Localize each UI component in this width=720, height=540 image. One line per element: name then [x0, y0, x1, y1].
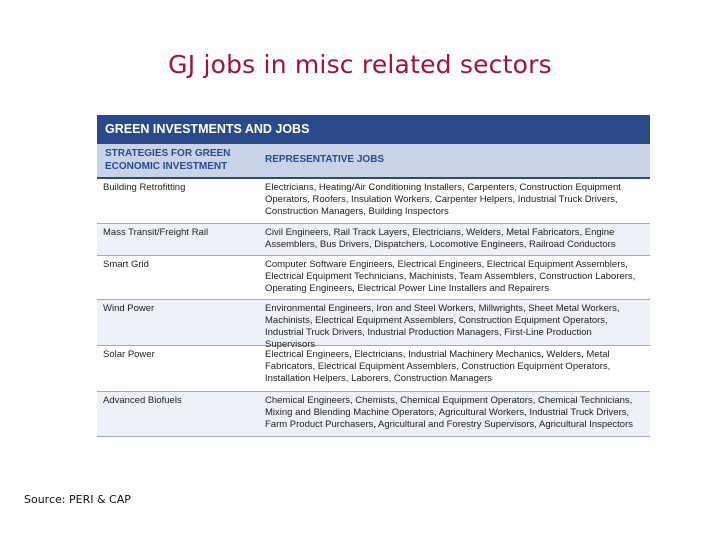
strategy-cell: Building Retrofitting [103, 182, 186, 193]
slide-title: GJ jobs in misc related sectors [168, 50, 552, 79]
green-jobs-table [97, 115, 650, 437]
jobs-cell: Chemical Engineers, Chemists, Chemical Equipment Operators, Chemical Technicians, Mixing and Blending Machine Operators, Agricultural Workers, Industrial Truck Drivers, Farm Product Purchasers, Agricultural and Forestry Supervisors, Agricultural Inspectors [265, 395, 634, 430]
jobs-cell: Environmental Engineers, Iron and Steel Workers, Millwrights, Sheet Metal Workers, Machinists, Electrical Equipment Assemblers, Construction Equipment Operators, Industrial Truck Drivers, Industrial Production Managers, First-Line Production Supervisors [265, 303, 620, 350]
jobs-cell: Electrical Engineers, Electricians, Industrial Machinery Mechanics, Welders, Metal Fabricators, Electrical Equipment Assemblers, Construction Equipment Operators, Installation Helpers, Laborers, Construction Managers [265, 349, 611, 384]
table-row [97, 224, 650, 256]
table-title: GREEN INVESTMENTS AND JOBS [97, 115, 650, 144]
source-note: Source: PERI & CAP [24, 493, 131, 506]
table-row [97, 346, 650, 392]
strategy-cell: Smart Grid [103, 259, 149, 270]
jobs-column-header: REPRESENTATIVE JOBS [265, 154, 385, 165]
table-row [97, 179, 650, 224]
table-row [97, 392, 650, 437]
strategy-cell: Wind Power [103, 303, 155, 314]
jobs-cell: Computer Software Engineers, Electrical Engineers, Electrical Equipment Assemblers, Electrical Equipment Technicians, Machinists, Team Assemblers, Construction Laborers, Operating Engineers, Electrical Power Line Installers and Repairers [265, 259, 636, 294]
strategy-cell: Solar Power [103, 349, 155, 360]
jobs-cell: Electricians, Heating/Air Conditioning Installers, Carpenters, Construction Equipment Operators, Roofers, Insulation Workers, Carpenter Helpers, Industrial Truck Drivers, Construction Managers, Building Inspectors [265, 182, 621, 217]
table-column-headers [97, 144, 650, 179]
strategy-cell: Advanced Biofuels [103, 395, 182, 406]
table-row [97, 300, 650, 350]
strategy-cell: Mass Transit/Freight Rail [103, 227, 209, 238]
table-row [97, 256, 650, 300]
strategy-column-header: STRATEGIES FOR GREEN ECONOMIC INVESTMENT [105, 148, 231, 172]
jobs-cell: Civil Engineers, Rail Track Layers, Electricians, Welders, Metal Fabricators, Engine Assemblers, Bus Drivers, Dispatchers, Locomotive Engineers, Railroad Conductors [265, 227, 616, 250]
